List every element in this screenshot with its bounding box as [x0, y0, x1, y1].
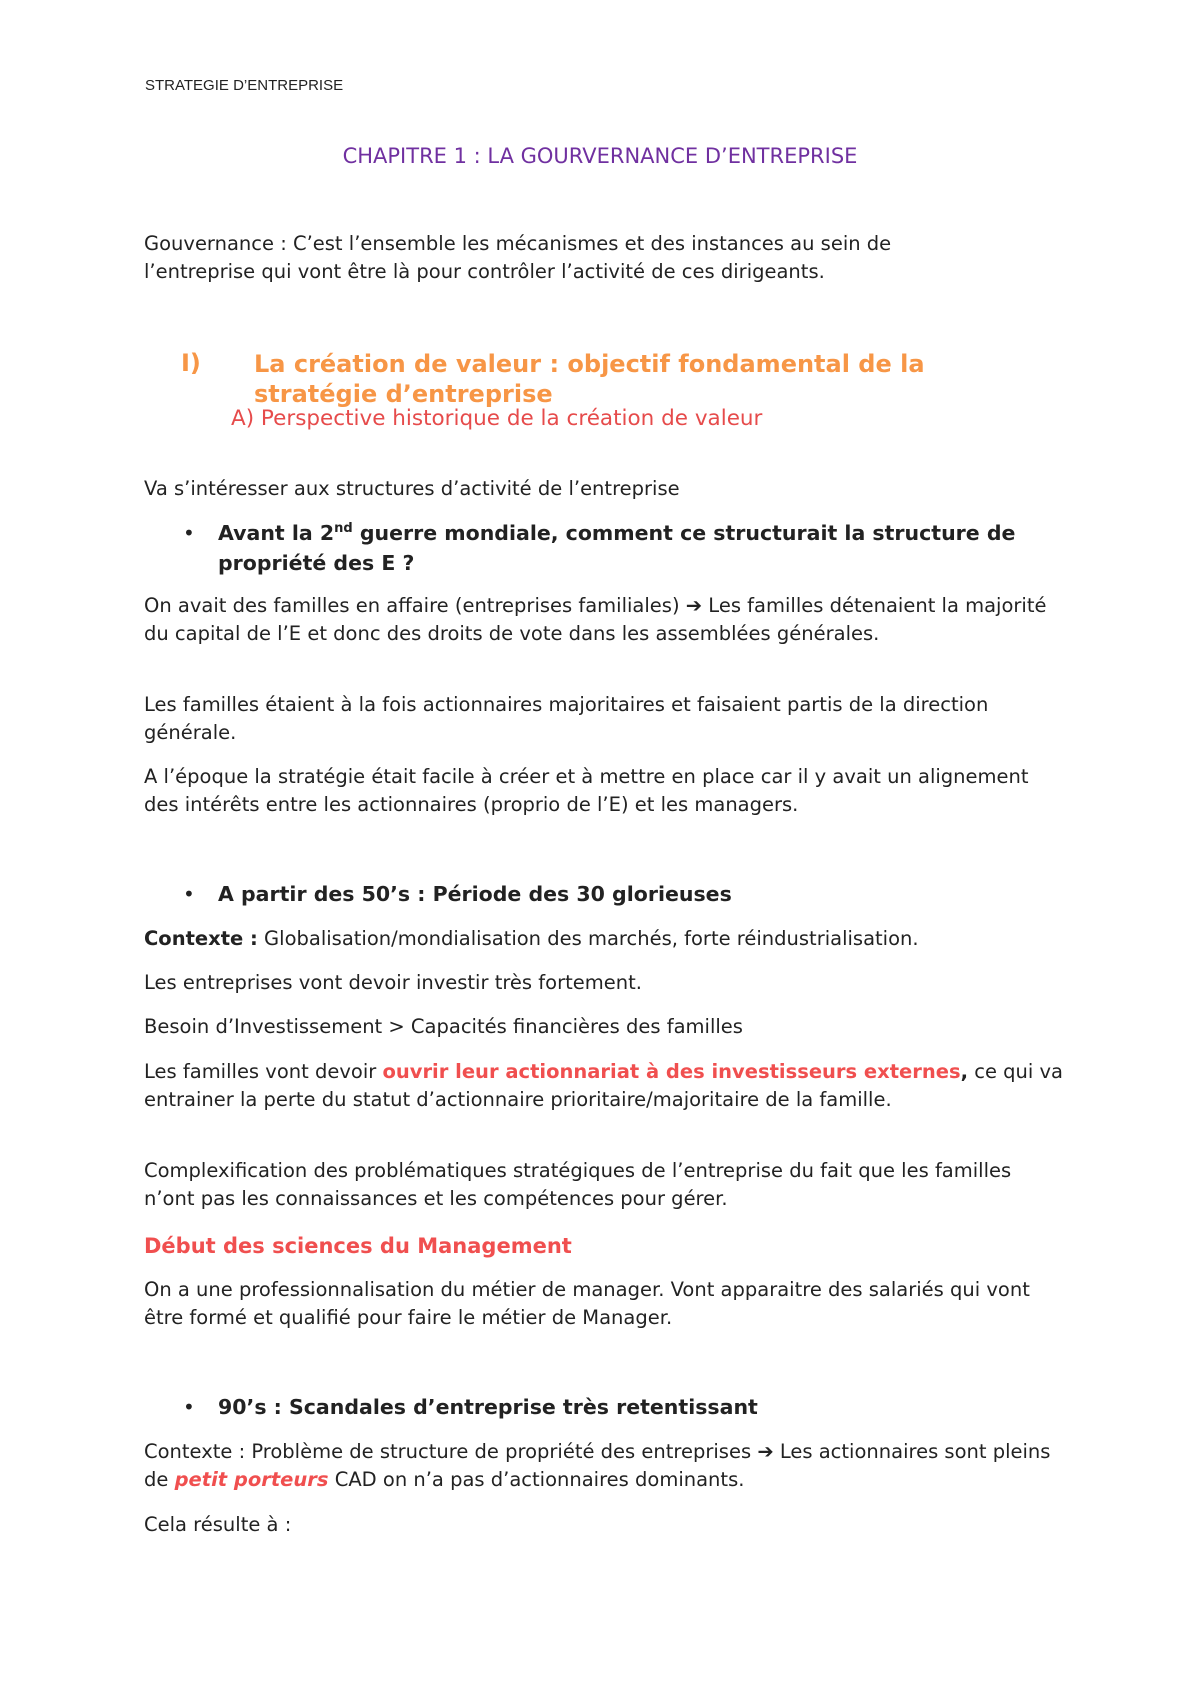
p7-highlight: ouvrir leur actionnariat à des investisseurs externes — [382, 1060, 961, 1083]
p7-text-b: ce qui va entrainer la perte du statut d’actionnaire prioritaire/majoritaire de la famille. — [144, 1060, 1064, 1111]
p10-highlight: petit porteurs — [174, 1468, 329, 1491]
p1-text-b: Les familles détenaient la majorité du capital de l’E et donc des droits de vote dans les assemblées générales. — [144, 594, 1047, 645]
paragraph-invest: Les entreprises vont devoir investir très fortement. — [144, 971, 642, 994]
paragraph-context-90s — [144, 1438, 1064, 1494]
p1-text-a: On avait des familles en affaire (entreprises familiales) — [144, 594, 686, 617]
bullet-3-heading: 90’s : Scandales d’entreprise très retentissant — [218, 1395, 758, 1419]
subsection-title: A) Perspective historique de la création de valeur — [231, 406, 763, 431]
definition-line-2: l’entreprise qui vont être là pour contrôler l’activité de ces dirigeants. — [144, 260, 825, 283]
p7-text-a: Les familles vont devoir — [144, 1060, 383, 1083]
bullet-2-dot: • — [183, 882, 195, 906]
p10-text-c: CAD on n’a pas d’actionnaires dominants. — [328, 1468, 745, 1491]
paragraph-complexity: Complexification des problématiques stratégiques de l’entreprise du fait que les familles n’ont pas les connaissances et les compétences pour gérer. — [144, 1159, 1012, 1210]
bullet-1-heading — [218, 518, 1068, 578]
context-label: Contexte : — [144, 927, 258, 950]
paragraph-result: Cela résulte à : — [144, 1513, 292, 1536]
bullet-3-dot: • — [183, 1395, 195, 1419]
paragraph-families — [144, 592, 1064, 648]
arrow-icon: ➔ — [685, 594, 703, 617]
arrow-icon: ➔ — [757, 1440, 774, 1463]
p10-text-a: Contexte : Problème de structure de propriété des entreprises — [144, 1440, 758, 1463]
section-number: I) — [181, 349, 201, 377]
bullet-1-text-a: Avant la 2 — [218, 521, 335, 545]
bullet-1-text-b: guerre mondiale, comment ce structurait la structure de propriété des E ? — [218, 521, 1016, 575]
bullet-1-sup: nd — [334, 521, 353, 537]
bullet-2-heading: A partir des 50’s : Période des 30 glorieuses — [218, 882, 732, 906]
paragraph-strategy-era: A l’époque la stratégie était facile à créer et à mettre en place car il y avait un alignement des intérêts entre les actionnaires (proprio de l’E) et les managers. — [144, 765, 1029, 816]
p10-text-b: Les actionnaires sont pleins de — [144, 1440, 1051, 1491]
running-header: STRATEGIE D’ENTREPRISE — [145, 77, 344, 94]
subheading-management: Début des sciences du Management — [144, 1234, 572, 1258]
paragraph-majority: Les familles étaient à la fois actionnaires majoritaires et faisaient partis de la direction générale. — [144, 693, 989, 744]
paragraph-open-capital — [144, 1058, 1064, 1114]
section-title: La création de valeur : objectif fondamental de la stratégie d’entreprise — [254, 350, 925, 408]
definition-paragraph — [144, 230, 1064, 286]
intro-paragraph: Va s’intéresser aux structures d’activité de l’entreprise — [144, 477, 680, 500]
paragraph-need: Besoin d’Investissement > Capacités financières des familles — [144, 1015, 743, 1038]
paragraph-context — [144, 925, 1064, 953]
p7-comma: , — [960, 1060, 969, 1083]
chapter-title: CHAPITRE 1 : LA GOURVERNANCE D’ENTREPRISE — [342, 144, 858, 168]
bullet-1-dot: • — [183, 521, 195, 545]
context-text: Globalisation/mondialisation des marchés, forte réindustrialisation. — [257, 927, 919, 950]
paragraph-professionalisation: On a une professionnalisation du métier de manager. Vont apparaitre des salariés qui vont être formé et qualifié pour faire le métier de Manager. — [144, 1278, 1030, 1329]
definition-line-1: Gouvernance : C’est l’ensemble les mécanismes et des instances au sein de — [144, 232, 892, 255]
